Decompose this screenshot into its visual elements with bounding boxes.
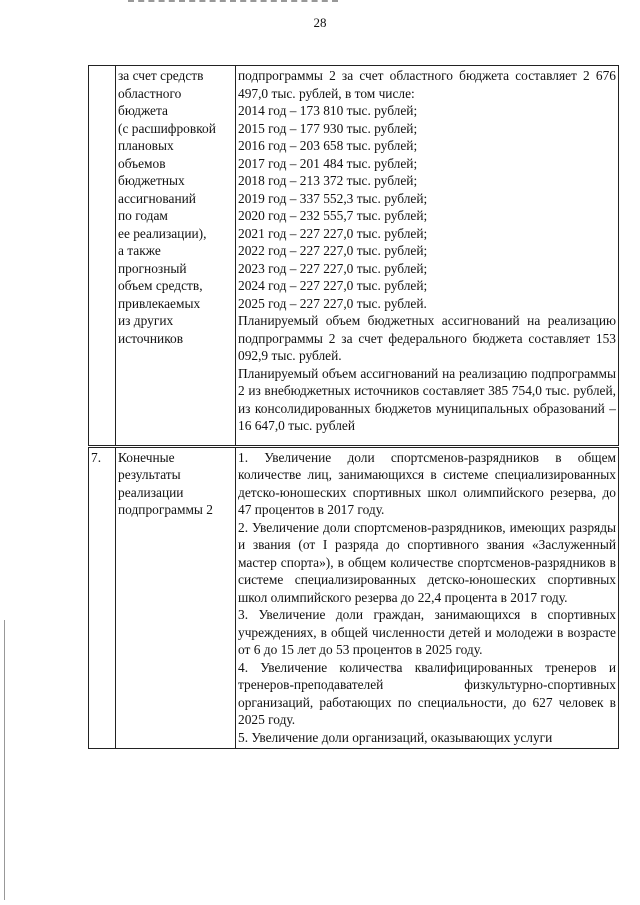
result-item: 4. Увеличение количества квалифицированных тренеров и тренеров-преподавателей физкультурно-спортивных организаций, работающих по специальности, до 627 человек в 2025 году. xyxy=(238,659,616,727)
label-line: областного xyxy=(118,85,182,101)
label-line: бюджета xyxy=(118,103,168,118)
funding-year: 2016 год – 203 658 тыс. рублей; xyxy=(238,138,418,153)
result-item: 1. Увеличение доли спортсменов-разрядников в общем количестве лиц, занимающихся в системе специализированных детско-юношеских спортивных школ олимпийского резерва, до 47 процентов в 2017 году. xyxy=(238,449,616,517)
page-number: 28 xyxy=(313,15,327,30)
row-label-cell xyxy=(116,66,236,447)
funding-year: 2015 год – 177 930 тыс. рублей; xyxy=(238,120,418,136)
funding-year: 2019 год – 337 552,3 тыс. рублей; xyxy=(238,190,428,206)
funding-year: 2017 год – 201 484 тыс. рублей; xyxy=(238,155,418,171)
extrabudgetary-funding-paragraph: Планируемый объем ассигнований на реализацию подпрограммы 2 из внебюджетных источников составляет 385 754,0 тыс. рублей, из консолидированных бюджетов муниципальных образований – 16 647,0 тыс. рублей xyxy=(238,365,616,433)
label-line: за счет средств xyxy=(118,68,204,83)
label-line: реализации xyxy=(118,484,184,500)
result-item: 3. Увеличение доли граждан, занимающихся в спортивных учреждениях, в общей численности детей и молодежи в возрасте от 6 до 15 лет до 53 процентов в 2025 году. xyxy=(238,607,616,657)
funding-year: 2021 год – 227 227,0 тыс. рублей; xyxy=(238,225,428,241)
label-line: ассигнований xyxy=(118,190,196,206)
row-number-cell: 7. xyxy=(89,446,116,749)
funding-year: 2024 год – 227 227,0 тыс. рублей; xyxy=(238,278,428,293)
label-line: из других xyxy=(118,313,174,328)
row-label-cell xyxy=(116,446,236,749)
result-item: 5. Увеличение доли организаций, оказывающих услуги xyxy=(238,729,553,745)
label-line: результаты xyxy=(118,467,181,482)
label-line: объем средств, xyxy=(118,278,203,293)
scan-edge-artifact xyxy=(4,620,5,900)
row-number-cell xyxy=(89,66,116,447)
label-line: подпрограммы 2 xyxy=(118,502,213,517)
row-content-cell xyxy=(236,66,619,447)
row-content-cell xyxy=(236,446,619,749)
label-line: по годам xyxy=(118,208,168,223)
funding-year: 2020 год – 232 555,7 тыс. рублей; xyxy=(238,208,428,223)
table-row xyxy=(89,446,619,749)
label-line: плановых xyxy=(118,138,174,153)
funding-year: 2014 год – 173 810 тыс. рублей; xyxy=(238,103,418,118)
label-line: а также xyxy=(118,243,161,258)
funding-intro: подпрограммы 2 за счет областного бюджета составляет 2 676 497,0 тыс. рублей, в том числе: xyxy=(238,68,616,101)
funding-year: 2025 год – 227 227,0 тыс. рублей. xyxy=(238,295,427,311)
passport-table xyxy=(88,65,619,749)
result-item: 2. Увеличение доли спортсменов-разрядников, имеющих разряды и звания (от I разряда до спортивного звания «Заслуженный мастер спорта»), в общем количестве спортсменов-разрядников в системе специализированных детско-юношеских спортивных школ олимпийского резерва до 22,4 процента в 2017 году. xyxy=(238,519,616,605)
funding-year: 2018 год – 213 372 тыс. рублей; xyxy=(238,173,418,188)
label-line: (с расшифровкой xyxy=(118,120,216,136)
label-line: Конечные xyxy=(118,449,175,465)
label-line: привлекаемых xyxy=(118,295,201,311)
table-row xyxy=(89,66,619,447)
label-line: ее реализации), xyxy=(118,225,207,241)
label-line: бюджетных xyxy=(118,173,185,188)
funding-year: 2023 год – 227 227,0 тыс. рублей; xyxy=(238,260,428,276)
scan-artifact xyxy=(128,0,338,4)
cell-spacer xyxy=(238,435,616,443)
label-line: прогнозный xyxy=(118,260,187,276)
funding-year: 2022 год – 227 227,0 тыс. рублей; xyxy=(238,243,428,258)
label-line: объемов xyxy=(118,155,166,171)
federal-funding-paragraph: Планируемый объем бюджетных ассигнований на реализацию подпрограммы 2 за счет федерального бюджета составляет 153 092,9 тыс. рублей. xyxy=(238,313,616,363)
label-line: источников xyxy=(118,330,184,346)
